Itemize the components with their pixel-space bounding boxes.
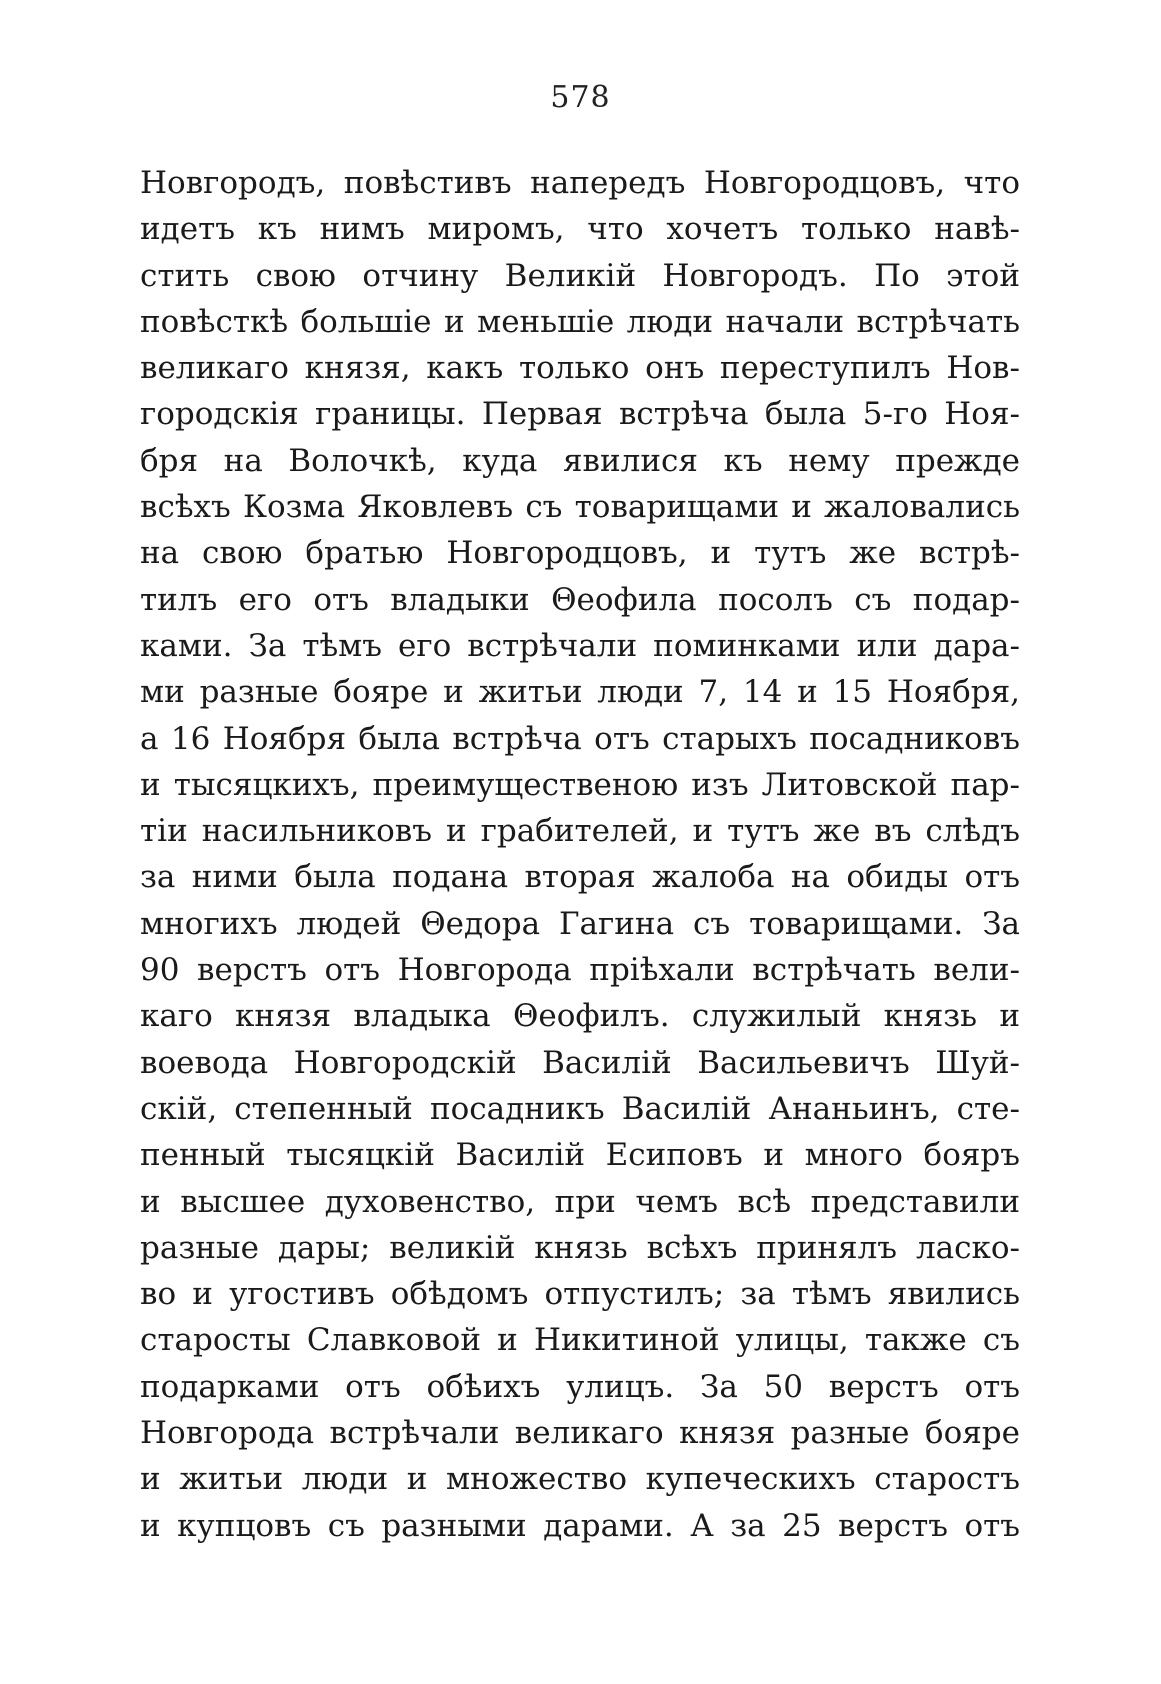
- text-line: каго князя владыка Θеофилъ. служилый князь и: [140, 998, 1020, 1035]
- body-text: [140, 160, 1020, 1549]
- text-line: Новгородъ, повѣстивъ напередъ Новгородцовъ, что: [140, 165, 1020, 201]
- text-line: тіи насильниковъ и грабителей, и тутъ же въ слѣдъ: [140, 813, 1020, 850]
- text-line: городскія границы. Первая встрѣча была 5-го Ноя-: [140, 396, 1020, 433]
- text-line: идетъ къ нимъ миромъ, что хочетъ только навѣ-: [140, 211, 1020, 248]
- text-line: тилъ его отъ владыки Θеофила посолъ съ подар-: [140, 581, 1020, 618]
- text-line: пенный тысяцкій Василій Есиповъ и много бояръ: [140, 1137, 1020, 1174]
- text-line: воевода Новгородскій Василій Васильевичъ Шуй-: [140, 1044, 1020, 1081]
- text-line: разные дары; великій князь всѣхъ принялъ ласко-: [140, 1229, 1020, 1266]
- text-line: старосты Славковой и Никитиной улицы, также съ: [140, 1322, 1020, 1359]
- text-line: повѣсткѣ большіе и меньшіе люди начали встрѣчать: [140, 303, 1020, 340]
- page-number: 578: [550, 80, 611, 115]
- text-line: подарками отъ обѣихъ улицъ. За 50 верстъ отъ: [140, 1368, 1020, 1405]
- text-line: и тысяцкихъ, преимущественою изъ Литовской пар-: [140, 766, 1020, 803]
- text-line: ми разные бояре и житьи люди 7, 14 и 15 Ноября,: [140, 674, 1020, 711]
- text-line: ками. За тѣмъ его встрѣчали поминками или дара-: [140, 627, 1020, 664]
- text-line: и купцовъ съ разными дарами. А за 25 верстъ отъ: [140, 1507, 1020, 1544]
- text-line: многихъ людей Θедора Гагина съ товарищами. За: [140, 905, 1020, 942]
- text-line: бря на Волочкѣ, куда явилися къ нему прежде: [140, 442, 1020, 479]
- text-line: великаго князя, какъ только онъ переступилъ Нов-: [140, 350, 1020, 387]
- text-line: и высшее духовенство, при чемъ всѣ представили: [140, 1183, 1020, 1220]
- text-line: во и угостивъ обѣдомъ отпустилъ; за тѣмъ явились: [140, 1276, 1020, 1313]
- text-line: всѣхъ Козма Яковлевъ съ товарищами и жаловались: [140, 489, 1020, 526]
- text-line: за ними была подана вторая жалоба на обиды отъ: [140, 859, 1020, 896]
- text-line: и житьи люди и множество купеческихъ старостъ: [140, 1461, 1020, 1498]
- text-line: 90 верстъ отъ Новгорода пріѣхали встрѣчать вели-: [140, 952, 1020, 989]
- text-line: а 16 Ноября была встрѣча отъ старыхъ посадниковъ: [140, 720, 1020, 757]
- text-line: скій, степенный посадникъ Василій Ананьинъ, сте-: [140, 1090, 1020, 1127]
- text-line: стить свою отчину Великій Новгородъ. По этой: [140, 257, 1020, 294]
- text-line: Новгорода встрѣчали великаго князя разные бояре: [140, 1415, 1020, 1452]
- text-line: на свою братью Новгородцовъ, и тутъ же встрѣ-: [140, 535, 1020, 572]
